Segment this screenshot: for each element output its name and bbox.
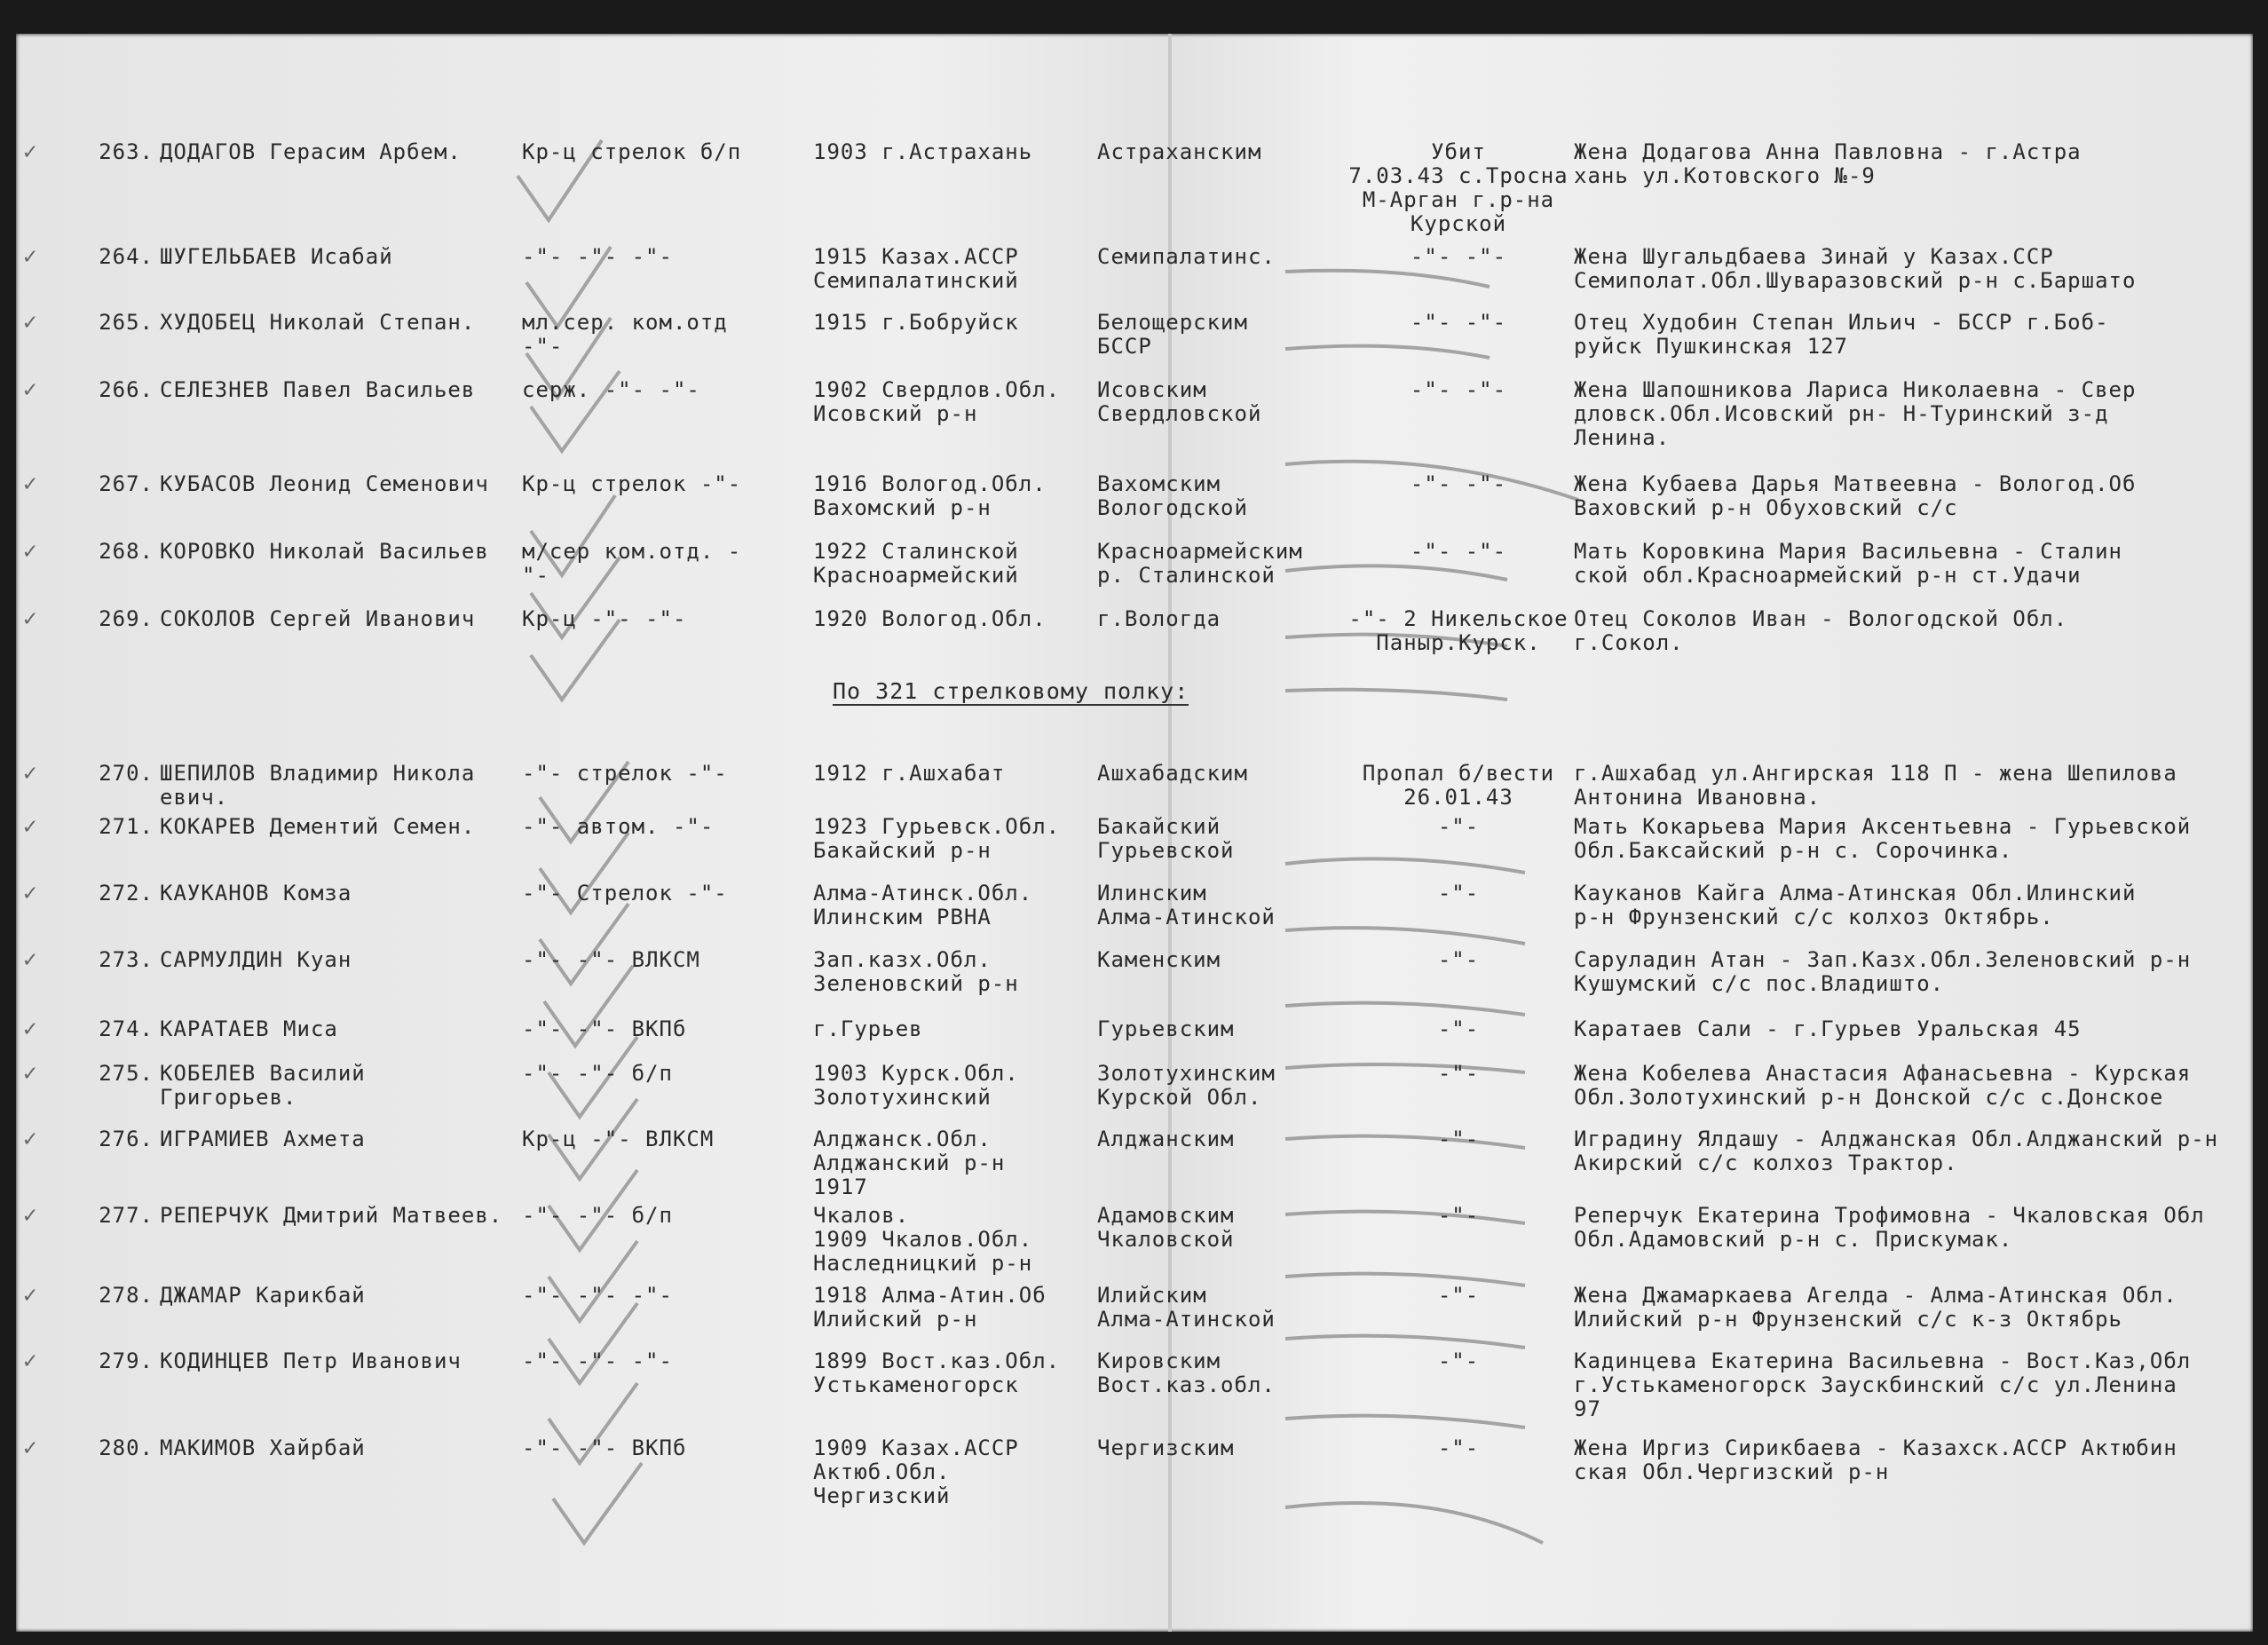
- entry-name: РЕПЕРЧУК Дмитрий Матвеев.: [160, 1203, 503, 1228]
- entry-comm: Красноармейским р. Сталинской: [1097, 539, 1303, 588]
- section-title: По 321 стрелковому полку:: [833, 678, 1189, 704]
- entry-comm: Илийским Алма-Атинской: [1097, 1283, 1276, 1332]
- entry-num: 266.: [99, 377, 154, 402]
- entry-comm: Бакайский Гурьевской: [1097, 814, 1235, 863]
- entry-name: КАУКАНОВ Комза: [160, 881, 352, 906]
- entry-kin: Отец Соколов Иван - Вологодской Обл. г.Сокол.: [1574, 606, 2068, 655]
- entry-comm: Астраханским: [1097, 139, 1262, 164]
- entry-born: Алджанск.Обл. Алджанский р-н 1917: [813, 1127, 1006, 1199]
- pencil-stroke: [1285, 1003, 1525, 1015]
- pencil-stroke: [1285, 271, 1490, 287]
- check-mark-icon: ✓: [23, 1435, 38, 1461]
- document-sheet: [16, 34, 2253, 1632]
- entry-kin: Кадинцева Екатерина Васильевна - Вост.Каз,Обл г.Устькаменогорск Заускбинский с/с ул.Ленина 97: [1574, 1348, 2192, 1421]
- entry-rank: -"- -"- б/п: [522, 1061, 673, 1086]
- check-mark-icon: ✓: [23, 760, 38, 787]
- entry-born: г.Гурьев: [813, 1016, 923, 1041]
- entry-comm: Ашхабадским: [1097, 761, 1248, 786]
- entry-num: 275.: [99, 1061, 154, 1086]
- entry-born: 1918 Алма-Атин.Об Илийский р-н: [813, 1283, 1047, 1332]
- pencil-stroke: [1285, 1416, 1525, 1428]
- entry-fate: -"- 2 Никельское Паныр.Курск.: [1348, 606, 1569, 655]
- entry-comm: Золотухинским Курской Обл.: [1097, 1061, 1276, 1110]
- entry-name: СОКОЛОВ Сергей Иванович: [160, 606, 476, 631]
- entry-rank: Кр-ц стрелок б/п: [522, 139, 742, 164]
- entry-name: ШЕПИЛОВ Владимир Никола евич.: [160, 761, 476, 810]
- check-mark-icon: ✓: [23, 1016, 38, 1042]
- entry-name: СЕЛЕЗНЕВ Павел Васильев: [160, 377, 476, 402]
- entry-fate: -"-: [1437, 881, 1480, 906]
- entry-kin: Кауканов Кайга Алма-Атинская Обл.Илинский р-н Фрунзенский с/с колхоз Октябрь.: [1574, 881, 2137, 929]
- entry-fate: -"-: [1437, 947, 1480, 972]
- entry-comm: Чергизским: [1097, 1435, 1235, 1460]
- entry-born: 1909 Казах.АССР Актюб.Обл. Чергизский: [813, 1435, 1019, 1508]
- check-mark-icon: ✓: [23, 946, 38, 973]
- entry-num: 267.: [99, 471, 154, 496]
- check-mark-icon: ✓: [23, 243, 38, 270]
- check-mark-icon: ✓: [23, 1348, 38, 1374]
- entry-comm: Гурьевским: [1097, 1016, 1235, 1041]
- entry-num: 270.: [99, 761, 154, 786]
- entry-name: КОДИНЦЕВ Петр Иванович: [160, 1348, 462, 1373]
- entry-kin: Мать Кокарьева Мария Аксентьевна - Гурьевской Обл.Баксайский р-н с. Сорочинка.: [1574, 814, 2192, 863]
- check-mark-icon: ✓: [23, 880, 38, 906]
- entry-comm: Илинским Алма-Атинской: [1097, 881, 1276, 929]
- entry-fate: -"-: [1437, 1127, 1480, 1151]
- check-mark-icon: ✓: [23, 605, 38, 632]
- entry-kin: Реперчук Екатерина Трофимовна - Чкаловская Обл Обл.Адамовский р-н с. Прискумак.: [1574, 1203, 2205, 1252]
- entry-rank: м/сер ком.отд. -"-: [522, 539, 742, 588]
- entry-num: 276.: [99, 1127, 154, 1151]
- entry-num: 277.: [99, 1203, 154, 1228]
- entry-fate: -"- -"-: [1410, 244, 1507, 269]
- entry-kin: Жена Кубаева Дарья Матвеевна - Вологод.Об Ваховский р-н Обуховский с/с: [1574, 471, 2137, 520]
- entry-kin: Каратаев Сали - г.Гурьев Уральская 45: [1574, 1016, 2082, 1041]
- entry-fate: -"-: [1437, 814, 1480, 839]
- entry-kin: Жена Кобелева Анастасия Афанасьевна - Курская Обл.Золотухинский р-н Донской с/с с.Донское: [1574, 1061, 2192, 1110]
- entry-fate: -"- -"-: [1410, 377, 1507, 402]
- entry-name: САРМУЛДИН Куан: [160, 947, 352, 972]
- entry-comm: Адамовским Чкаловской: [1097, 1203, 1235, 1252]
- entry-comm: Вахомским Вологодской: [1097, 471, 1248, 520]
- entry-comm: г.Вологда: [1097, 606, 1221, 631]
- entry-born: 1912 г.Ашхабат: [813, 761, 1006, 786]
- entry-rank: -"- автом. -"-: [522, 814, 715, 839]
- entry-name: МАКИМОВ Хайрбай: [160, 1435, 366, 1460]
- check-mark-icon: ✓: [23, 309, 38, 336]
- entry-fate: -"-: [1437, 1348, 1480, 1373]
- entry-born: 1920 Вологод.Обл.: [813, 606, 1047, 631]
- entry-born: 1923 Гурьевск.Обл. Бакайский р-н: [813, 814, 1061, 863]
- entry-rank: мл.сер. ком.отд -"-: [522, 310, 728, 359]
- entry-kin: Жена Додагова Анна Павловна - г.Астра хань ул.Котовского №-9: [1574, 139, 2082, 188]
- check-mark-icon: ✓: [23, 1282, 38, 1309]
- entry-name: ДЖАМАР Карикбай: [160, 1283, 366, 1308]
- entry-fate: -"-: [1437, 1061, 1480, 1086]
- entry-kin: г.Ашхабад ул.Ангирская 118 П - жена Шепилова Антонина Ивановна.: [1574, 761, 2177, 810]
- entry-comm: Кировским Вост.каз.обл.: [1097, 1348, 1276, 1397]
- entry-born: 1915 Казах.АССР Семипалатинский: [813, 244, 1019, 293]
- pencil-stroke: [1285, 690, 1507, 700]
- entry-rank: -"- -"- -"-: [522, 244, 673, 269]
- pencil-stroke: [1285, 1336, 1525, 1348]
- entry-num: 271.: [99, 814, 154, 839]
- entry-num: 280.: [99, 1435, 154, 1460]
- entry-born: 1903 г.Астрахань: [813, 139, 1033, 164]
- entry-born: 1903 Курск.Обл. Золотухинский: [813, 1061, 1019, 1110]
- entry-comm: Исовским Свердловской: [1097, 377, 1262, 426]
- entry-name: ИГРАМИЕВ Ахмета: [160, 1127, 366, 1151]
- entry-fate: -"- -"-: [1410, 471, 1507, 496]
- entry-comm: Каменским: [1097, 947, 1221, 972]
- entry-born: 1916 Вологод.Обл. Вахомский р-н: [813, 471, 1047, 520]
- entry-name: ХУДОБЕЦ Николай Степан.: [160, 310, 476, 335]
- entry-fate: -"-: [1437, 1283, 1480, 1308]
- entry-comm: Алджанским: [1097, 1127, 1235, 1151]
- entry-name: КУБАСОВ Леонид Семенович: [160, 471, 489, 496]
- entry-kin: Жена Джамаркаева Агелда - Алма-Атинская Обл. Илийский р-н Фрунзенский с/с к-з Октябрь: [1574, 1283, 2177, 1332]
- check-mark: [549, 1241, 637, 1321]
- entry-kin: Иградину Ялдашу - Алджанская Обл.Алджанский р-н Акирский с/с колхоз Трактор.: [1574, 1127, 2219, 1175]
- entry-name: КОБЕЛЕВ Василий Григорьев.: [160, 1061, 366, 1110]
- entry-num: 264.: [99, 244, 154, 269]
- entry-born: 1915 г.Бобруйск: [813, 310, 1019, 335]
- entry-num: 278.: [99, 1283, 154, 1308]
- entry-num: 268.: [99, 539, 154, 564]
- pencil-stroke: [1285, 1503, 1543, 1543]
- entry-fate: Убит 7.03.43 с.Тросна М-Арган г.р-на Курской: [1348, 139, 1569, 236]
- entry-name: ШУГЕЛЬБАЕВ Исабай: [160, 244, 393, 269]
- entry-num: 279.: [99, 1348, 154, 1373]
- check-mark-icon: ✓: [23, 1060, 38, 1087]
- entry-name: КАРАТАЕВ Миса: [160, 1016, 338, 1041]
- entry-born: 1899 Вост.каз.Обл. Устькаменогорск: [813, 1348, 1061, 1397]
- entry-rank: -"- -"- б/п: [522, 1203, 673, 1228]
- entry-kin: Жена Шапошникова Лариса Николаевна - Свер дловск.Обл.Исовский рн- Н-Туринский з-д Ленина.: [1574, 377, 2137, 450]
- pencil-stroke: [1285, 928, 1525, 944]
- entry-rank: -"- -"- ВКПб: [522, 1435, 687, 1460]
- check-mark-icon: ✓: [23, 1202, 38, 1229]
- entry-comm: Белощерским БССР: [1097, 310, 1248, 359]
- entry-rank: Кр-ц -"- -"-: [522, 606, 687, 631]
- entry-rank: -"- -"- -"-: [522, 1283, 673, 1308]
- entry-name: ДОДАГОВ Герасим Арбем.: [160, 139, 462, 164]
- entry-born: 1902 Свердлов.Обл. Исовский р-н: [813, 377, 1061, 426]
- entry-kin: Отец Худобин Степан Ильич - БССР г.Боб- руйск Пушкинская 127: [1574, 310, 2109, 359]
- entry-fate: -"- -"-: [1410, 539, 1507, 564]
- entry-rank: -"- -"- -"-: [522, 1348, 673, 1373]
- entry-born: 1922 Сталинской Красноармейский: [813, 539, 1019, 588]
- check-mark: [531, 620, 620, 700]
- check-mark-icon: ✓: [23, 138, 38, 165]
- check-mark-icon: ✓: [23, 471, 38, 497]
- check-mark-icon: ✓: [23, 538, 38, 565]
- entry-kin: Жена Шугальдбаева Зинай у Казах.ССР Семиполат.Обл.Шуваразовский р-н с.Баршато: [1574, 244, 2137, 293]
- entry-born: Алма-Атинск.Обл. Илинским РВНА: [813, 881, 1033, 929]
- entry-num: 265.: [99, 310, 154, 335]
- entry-name: КОРОВКО Николай Васильев: [160, 539, 489, 564]
- check-mark-icon: ✓: [23, 1126, 38, 1152]
- entry-born: Чкалов. 1909 Чкалов.Обл. Наследницкий р-н: [813, 1203, 1033, 1276]
- entry-kin: Мать Коровкина Мария Васильевна - Сталин ской обл.Красноармейский р-н ст.Удачи: [1574, 539, 2122, 588]
- check-mark-icon: ✓: [23, 813, 38, 840]
- entry-rank: -"- Стрелок -"-: [522, 881, 728, 906]
- entry-kin: Саруладин Атан - Зап.Казх.Обл.Зеленовский р-н Кушумский с/с пос.Владишто.: [1574, 947, 2192, 996]
- entry-fate: -"- -"-: [1410, 310, 1507, 335]
- entry-num: 272.: [99, 881, 154, 906]
- entry-rank: -"- -"- ВЛКСМ: [522, 947, 700, 972]
- entry-num: 263.: [99, 139, 154, 164]
- entry-fate: -"-: [1437, 1016, 1480, 1041]
- entry-fate: -"-: [1437, 1435, 1480, 1460]
- entry-comm: Семипалатинс.: [1097, 244, 1276, 269]
- entry-rank: Кр-ц -"- ВЛКСМ: [522, 1127, 715, 1151]
- entry-rank: -"- -"- ВКПб: [522, 1016, 687, 1041]
- check-mark: [553, 1463, 642, 1543]
- entry-fate: -"-: [1437, 1203, 1480, 1228]
- check-mark-icon: ✓: [23, 376, 38, 403]
- entry-rank: -"- стрелок -"-: [522, 761, 728, 786]
- entry-num: 273.: [99, 947, 154, 972]
- entry-rank: Кр-ц стрелок -"-: [522, 471, 742, 496]
- entry-num: 269.: [99, 606, 154, 631]
- entry-kin: Жена Иргиз Сирикбаева - Казахск.АССР Актюбин ская Обл.Чергизский р-н: [1574, 1435, 2177, 1484]
- entry-num: 274.: [99, 1016, 154, 1041]
- entry-fate: Пропал б/вести 26.01.43: [1362, 761, 1555, 810]
- entry-born: Зап.казх.Обл. Зеленовский р-н: [813, 947, 1019, 996]
- entry-rank: серж. -"- -"-: [522, 377, 700, 402]
- entry-name: КОКАРЕВ Дементий Семен.: [160, 814, 476, 839]
